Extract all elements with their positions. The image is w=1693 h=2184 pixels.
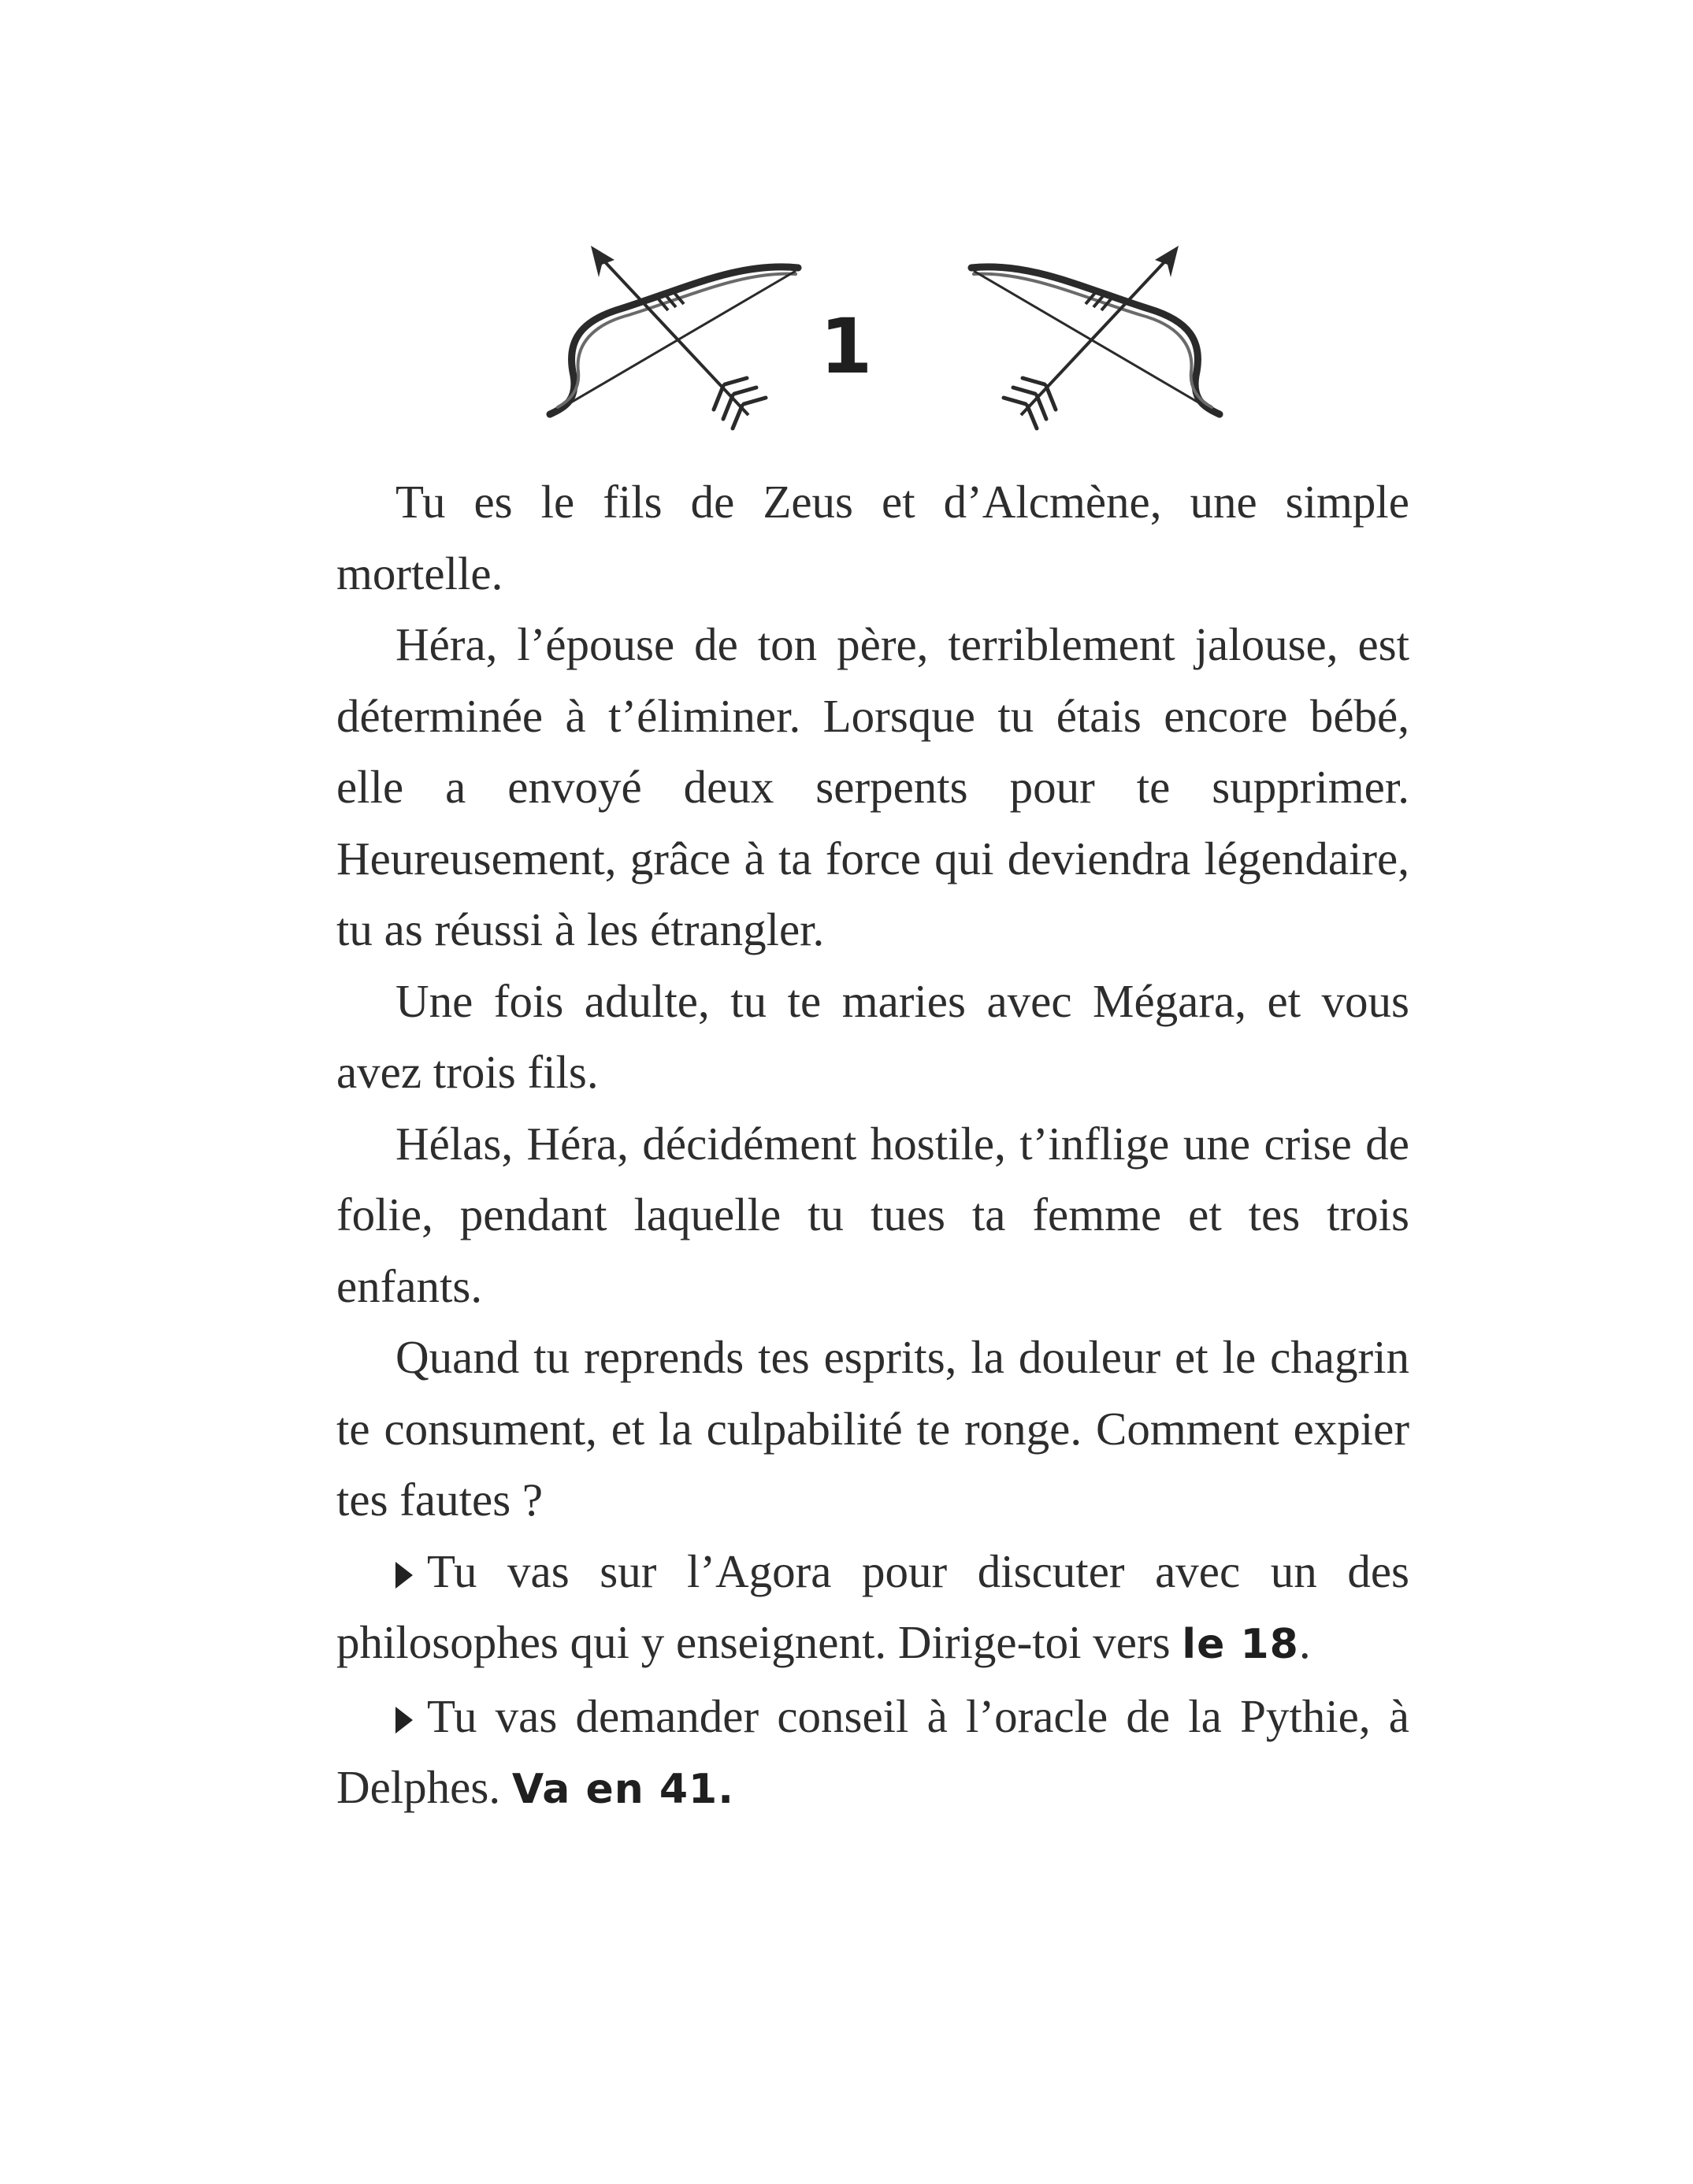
choice-item[interactable] <box>336 1681 1409 1826</box>
choice-text: Tu vas demander conseil à l’oracle de la Pythie, à Delphes. <box>336 1689 1409 1813</box>
choice-text: Tu vas sur l’Agora pour discuter avec un des philosophes qui y enseignent. Dirige-toi vers <box>336 1544 1409 1668</box>
paragraph: Tu es le fils de Zeus et d’Alcmène, une simple mortelle. <box>336 476 1409 599</box>
triangle-right-icon <box>395 1707 413 1733</box>
choice-reference[interactable]: le 18 <box>1182 1621 1299 1668</box>
paragraph: Une fois adulte, tu te maries avec Mégara, et vous avez trois fils. <box>336 974 1409 1098</box>
left-bow-icon <box>550 246 798 428</box>
choice-reference[interactable]: Va en 41. <box>511 1766 734 1813</box>
right-bow-icon <box>971 246 1220 428</box>
paragraph: Héra, l’épouse de ton père, terriblement jalouse, est déterminée à t’éliminer. Lorsque tu étais encore bébé, elle a envoyé deux serpents pour te supprimer. Heureusement, grâce à ta force qui deviendra légendaire, tu as réussi à les étrangler. <box>336 618 1409 955</box>
chapter-number: 1 <box>819 302 873 391</box>
paragraph: Quand tu reprends tes esprits, la douleur et le chagrin te consument, et la culpabilité te ronge. Comment expier tes fautes ? <box>336 1331 1409 1526</box>
triangle-right-icon <box>395 1562 413 1589</box>
choice-punctuation: . <box>1298 1616 1311 1668</box>
story-text <box>336 466 1409 1826</box>
paragraph: Hélas, Héra, décidément hostile, t’inflige une crise de folie, pendant laquelle tu tues ta femme et tes trois enfants. <box>336 1117 1409 1312</box>
choice-item[interactable] <box>336 1536 1409 1681</box>
chapter-header <box>0 236 1693 441</box>
